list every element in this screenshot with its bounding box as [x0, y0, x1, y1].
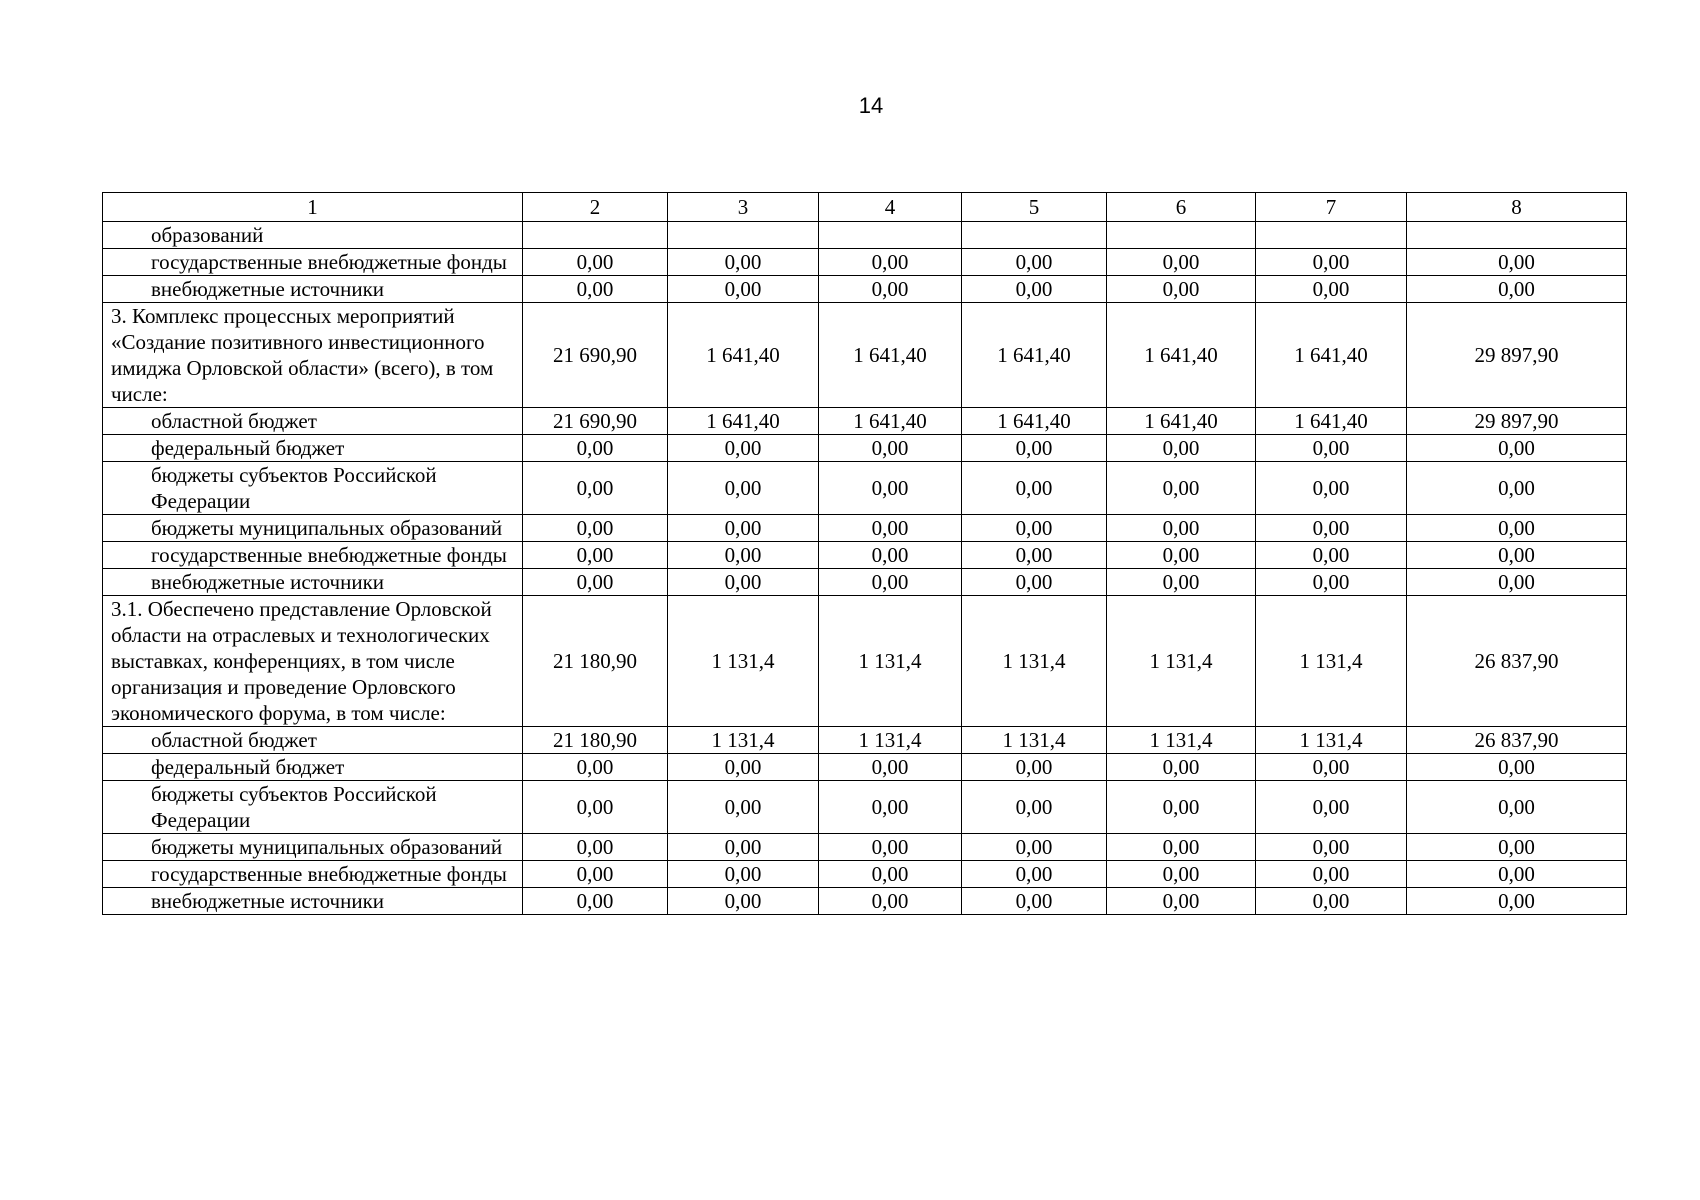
row-label: государственные внебюджетные фонды [103, 861, 523, 888]
row-value: 0,00 [1407, 435, 1627, 462]
row-value: 0,00 [1256, 861, 1407, 888]
row-value: 0,00 [962, 888, 1107, 915]
row-value: 0,00 [523, 781, 668, 834]
row-label: 3. Комплекс процессных мероприятий «Создание позитивного инвестиционного имиджа Орловской области» (всего), в том числе: [103, 303, 523, 408]
row-value: 0,00 [1256, 754, 1407, 781]
row-label: внебюджетные источники [103, 569, 523, 596]
table-row [103, 727, 1627, 754]
row-value: 1 641,40 [668, 408, 819, 435]
row-value: 0,00 [1107, 435, 1256, 462]
table-row [103, 408, 1627, 435]
row-value: 0,00 [1256, 569, 1407, 596]
row-label: федеральный бюджет [103, 754, 523, 781]
row-value [668, 222, 819, 249]
row-value: 0,00 [1107, 515, 1256, 542]
row-value: 1 131,4 [962, 596, 1107, 727]
row-value: 0,00 [819, 569, 962, 596]
row-value: 26 837,90 [1407, 727, 1627, 754]
row-value: 0,00 [1407, 462, 1627, 515]
row-value: 21 690,90 [523, 408, 668, 435]
row-value: 0,00 [668, 861, 819, 888]
row-value: 0,00 [1107, 754, 1256, 781]
row-value: 0,00 [962, 754, 1107, 781]
table-row [103, 542, 1627, 569]
row-value: 0,00 [1407, 861, 1627, 888]
table-row [103, 569, 1627, 596]
row-value: 0,00 [668, 515, 819, 542]
row-value [1107, 222, 1256, 249]
row-value: 0,00 [1107, 888, 1256, 915]
column-header: 8 [1407, 193, 1627, 222]
row-value: 0,00 [962, 462, 1107, 515]
column-header: 2 [523, 193, 668, 222]
column-header: 5 [962, 193, 1107, 222]
row-value: 0,00 [523, 515, 668, 542]
row-value: 0,00 [819, 542, 962, 569]
row-value: 0,00 [523, 754, 668, 781]
row-value: 0,00 [1107, 834, 1256, 861]
row-value: 0,00 [668, 781, 819, 834]
column-header: 4 [819, 193, 962, 222]
row-value: 0,00 [819, 276, 962, 303]
table-row [103, 754, 1627, 781]
row-value: 0,00 [523, 888, 668, 915]
row-value: 0,00 [668, 569, 819, 596]
row-value: 0,00 [1256, 276, 1407, 303]
row-value: 0,00 [668, 435, 819, 462]
row-value: 0,00 [962, 249, 1107, 276]
row-value: 0,00 [1407, 515, 1627, 542]
row-value: 1 131,4 [1107, 596, 1256, 727]
table-row [103, 462, 1627, 515]
row-value: 1 131,4 [819, 596, 962, 727]
row-value: 0,00 [962, 515, 1107, 542]
column-header: 7 [1256, 193, 1407, 222]
row-value: 0,00 [962, 569, 1107, 596]
row-value: 1 641,40 [668, 303, 819, 408]
row-value: 1 641,40 [819, 408, 962, 435]
row-value: 1 641,40 [962, 408, 1107, 435]
row-value [819, 222, 962, 249]
row-value: 0,00 [668, 834, 819, 861]
row-label: образований [103, 222, 523, 249]
row-value: 0,00 [962, 435, 1107, 462]
row-value: 1 641,40 [1256, 303, 1407, 408]
row-value: 0,00 [1407, 781, 1627, 834]
row-value: 1 131,4 [1256, 596, 1407, 727]
row-value: 0,00 [523, 276, 668, 303]
row-value: 21 180,90 [523, 596, 668, 727]
row-value: 0,00 [1256, 781, 1407, 834]
table-row [103, 435, 1627, 462]
row-value: 0,00 [819, 861, 962, 888]
row-value: 21 180,90 [523, 727, 668, 754]
table-row [103, 515, 1627, 542]
row-value: 1 641,40 [962, 303, 1107, 408]
row-value: 0,00 [668, 888, 819, 915]
row-value: 0,00 [819, 888, 962, 915]
row-value: 0,00 [523, 834, 668, 861]
row-value: 1 131,4 [668, 727, 819, 754]
row-value: 1 641,40 [819, 303, 962, 408]
table-row [103, 276, 1627, 303]
row-value: 1 641,40 [1107, 303, 1256, 408]
row-value: 0,00 [523, 435, 668, 462]
row-value: 0,00 [523, 542, 668, 569]
table-row [103, 888, 1627, 915]
row-value: 0,00 [1407, 276, 1627, 303]
row-label: внебюджетные источники [103, 888, 523, 915]
table-row [103, 249, 1627, 276]
row-value: 0,00 [668, 542, 819, 569]
row-value: 0,00 [1256, 888, 1407, 915]
row-value: 0,00 [523, 249, 668, 276]
row-value: 0,00 [1407, 888, 1627, 915]
row-value: 0,00 [1107, 781, 1256, 834]
row-value: 0,00 [962, 542, 1107, 569]
row-value: 0,00 [1256, 515, 1407, 542]
row-value: 26 837,90 [1407, 596, 1627, 727]
row-value: 0,00 [668, 276, 819, 303]
row-value: 0,00 [1407, 249, 1627, 276]
row-label: государственные внебюджетные фонды [103, 542, 523, 569]
row-value: 21 690,90 [523, 303, 668, 408]
table-row [103, 596, 1627, 727]
row-value [523, 222, 668, 249]
row-value: 0,00 [668, 754, 819, 781]
row-value: 0,00 [1107, 861, 1256, 888]
row-value: 1 641,40 [1107, 408, 1256, 435]
row-label: 3.1. Обеспечено представление Орловской области на отраслевых и технологических выставках, конференциях, в том числе организация и проведение Орловского экономического форума, в том числе: [103, 596, 523, 727]
row-value: 1 131,4 [668, 596, 819, 727]
row-label: государственные внебюджетные фонды [103, 249, 523, 276]
row-value [1256, 222, 1407, 249]
row-value: 0,00 [1256, 249, 1407, 276]
row-value: 0,00 [819, 249, 962, 276]
table-row [103, 303, 1627, 408]
row-value: 0,00 [1407, 542, 1627, 569]
row-label: бюджеты субъектов Российской Федерации [103, 781, 523, 834]
row-label: бюджеты муниципальных образований [103, 834, 523, 861]
row-value: 0,00 [962, 861, 1107, 888]
table-header-row [103, 193, 1627, 222]
row-value: 0,00 [1256, 834, 1407, 861]
row-value: 1 131,4 [962, 727, 1107, 754]
table-row [103, 222, 1627, 249]
row-value: 1 131,4 [1107, 727, 1256, 754]
row-value [1407, 222, 1627, 249]
row-label: бюджеты муниципальных образований [103, 515, 523, 542]
row-value: 1 131,4 [1256, 727, 1407, 754]
row-value: 0,00 [819, 435, 962, 462]
row-value: 0,00 [1107, 542, 1256, 569]
table-row [103, 834, 1627, 861]
column-header: 1 [103, 193, 523, 222]
table-row [103, 861, 1627, 888]
row-value: 0,00 [819, 834, 962, 861]
row-label: областной бюджет [103, 408, 523, 435]
row-label: внебюджетные источники [103, 276, 523, 303]
row-value: 0,00 [523, 569, 668, 596]
row-label: федеральный бюджет [103, 435, 523, 462]
column-header: 3 [668, 193, 819, 222]
row-value: 0,00 [1256, 435, 1407, 462]
row-value: 1 641,40 [1256, 408, 1407, 435]
row-value: 0,00 [819, 462, 962, 515]
row-value: 1 131,4 [819, 727, 962, 754]
column-header: 6 [1107, 193, 1256, 222]
row-value: 0,00 [1107, 249, 1256, 276]
row-label: областной бюджет [103, 727, 523, 754]
row-value: 0,00 [819, 781, 962, 834]
row-label: бюджеты субъектов Российской Федерации [103, 462, 523, 515]
row-value: 29 897,90 [1407, 408, 1627, 435]
row-value: 0,00 [819, 515, 962, 542]
row-value: 0,00 [523, 861, 668, 888]
table-body [103, 222, 1627, 915]
row-value: 0,00 [962, 834, 1107, 861]
row-value: 0,00 [1407, 569, 1627, 596]
row-value: 0,00 [1107, 276, 1256, 303]
row-value: 0,00 [1107, 462, 1256, 515]
row-value: 0,00 [1256, 542, 1407, 569]
table-row [103, 781, 1627, 834]
row-value: 0,00 [1107, 569, 1256, 596]
page-number: 14 [858, 93, 884, 118]
row-value: 0,00 [668, 462, 819, 515]
row-value: 29 897,90 [1407, 303, 1627, 408]
row-value: 0,00 [962, 781, 1107, 834]
row-value: 0,00 [523, 462, 668, 515]
row-value: 0,00 [668, 249, 819, 276]
budget-table [102, 192, 1627, 915]
row-value: 0,00 [1407, 834, 1627, 861]
row-value [962, 222, 1107, 249]
row-value: 0,00 [1407, 754, 1627, 781]
row-value: 0,00 [1256, 462, 1407, 515]
row-value: 0,00 [962, 276, 1107, 303]
row-value: 0,00 [819, 754, 962, 781]
